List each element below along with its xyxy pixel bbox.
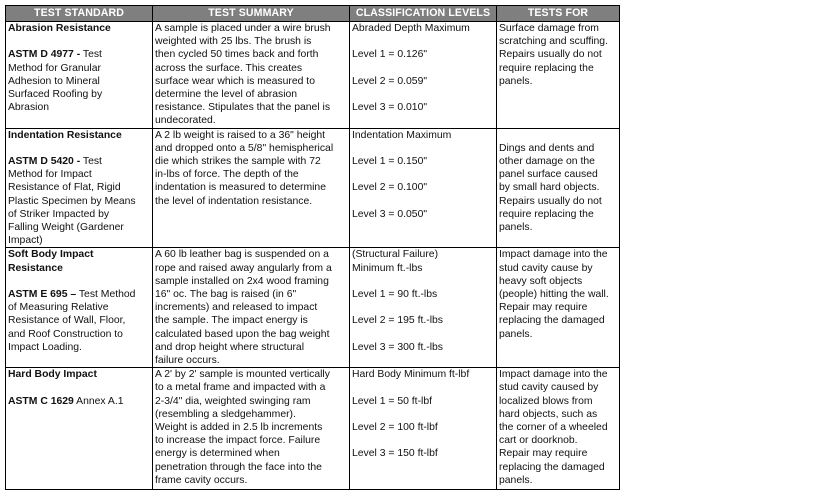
summary-line: the sample. The impact energy is bbox=[155, 315, 308, 327]
levels-heading: Hard Body Minimum ft-lbf bbox=[352, 369, 470, 381]
standard-title: Abrasion Resistance bbox=[8, 23, 111, 34]
level-value: Level 1 = 0.150" bbox=[352, 156, 428, 168]
standard-line: Impact) bbox=[8, 235, 43, 247]
levels-heading: Minimum ft.-lbs bbox=[352, 262, 423, 274]
test-standards-table bbox=[5, 5, 620, 490]
summary-line: indentation is measured to determine bbox=[155, 182, 326, 194]
tests-for-line: panels. bbox=[499, 474, 533, 486]
levels-cell bbox=[350, 248, 497, 368]
summary-line: determine the level of abrasion bbox=[155, 89, 298, 101]
level-value: Level 3 = 150 ft-lbf bbox=[352, 448, 438, 460]
summary-line: (resembling a sledgehammer). bbox=[155, 408, 296, 420]
table-row bbox=[6, 368, 620, 490]
tests-for-line: scratching and scuffing. bbox=[499, 36, 608, 48]
summary-line: sample installed on 2x4 wood framing bbox=[155, 275, 329, 287]
standard-line: of Measuring Relative bbox=[8, 302, 109, 314]
header-test-summary: TEST SUMMARY bbox=[153, 6, 350, 22]
tests-for-line: heavy soft objects bbox=[499, 275, 583, 287]
standard-line: of Striker Impacted by bbox=[8, 208, 110, 220]
summary-line: 16" oc. The bag is raised (in 6" bbox=[155, 289, 297, 301]
summary-cell bbox=[153, 128, 350, 248]
tests-for-line: stud cavity caused by bbox=[499, 382, 599, 394]
summary-line: 2-3/4" dia, weighted swinging ram bbox=[155, 395, 311, 407]
standard-cell bbox=[6, 128, 153, 248]
summary-line: then cycled 50 times back and forth bbox=[155, 49, 319, 61]
tests-for-line: require replacing the bbox=[499, 62, 594, 74]
tests-for-line: the corner of a wheeled bbox=[499, 422, 608, 434]
summary-line: across the surface. This creates bbox=[155, 62, 303, 74]
summary-line: failure occurs. bbox=[155, 355, 220, 367]
summary-line: A 60 lb leather bag is suspended on a bbox=[155, 249, 329, 261]
level-value: Level 2 = 0.059" bbox=[352, 75, 428, 87]
level-value: Level 1 = 0.126" bbox=[352, 49, 428, 61]
table-row bbox=[6, 128, 620, 248]
summary-line: energy is determined when bbox=[155, 448, 280, 460]
standard-line: Method for Impact bbox=[8, 169, 92, 181]
summary-line: rope and raised away angularly from a bbox=[155, 262, 332, 274]
summary-line: resistance. Stipulates that the panel is bbox=[155, 102, 331, 114]
tests-for-line: Repairs usually do not bbox=[499, 49, 602, 61]
standard-description: ASTM D 4977 - Test bbox=[8, 49, 102, 61]
summary-line: frame cavity occurs. bbox=[155, 474, 248, 486]
summary-line: weighted with 25 lbs. The brush is bbox=[155, 36, 312, 48]
header-classification-levels: CLASSIFICATION LEVELS bbox=[350, 6, 497, 22]
level-value: Level 1 = 90 ft.-lbs bbox=[352, 289, 438, 301]
tests-for-line: Surface damage from bbox=[499, 23, 599, 34]
level-value: Level 2 = 195 ft.-lbs bbox=[352, 315, 443, 327]
summary-line: A sample is placed under a wire brush bbox=[155, 23, 331, 34]
standard-description: ASTM C 1629 Annex A.1 bbox=[8, 395, 124, 407]
standard-title: Soft Body Impact bbox=[8, 249, 94, 261]
tests-for-cell bbox=[497, 368, 620, 490]
standard-cell bbox=[6, 248, 153, 368]
standard-title: Hard Body Impact bbox=[8, 369, 97, 381]
standard-code: ASTM D 5420 - bbox=[8, 156, 81, 168]
tests-for-line: by small hard objects. bbox=[499, 182, 600, 194]
summary-line: and dropped onto a 5/8" hemispherical bbox=[155, 142, 334, 154]
tests-for-cell bbox=[497, 128, 620, 248]
summary-line: undecorated. bbox=[155, 115, 216, 127]
summary-line: to increase the impact force. Failure bbox=[155, 435, 321, 447]
table-row bbox=[6, 248, 620, 368]
summary-line: Weight is added in 2.5 lb increments bbox=[155, 422, 323, 434]
standard-line: Method for Granular bbox=[8, 62, 101, 74]
table-row bbox=[6, 22, 620, 129]
standard-code: ASTM C 1629 bbox=[8, 395, 74, 407]
tests-for-line: (people) hitting the wall. bbox=[499, 289, 609, 301]
tests-for-line: Dings and dents and bbox=[499, 142, 595, 154]
summary-line: to a metal frame and impacted with a bbox=[155, 382, 326, 394]
levels-cell bbox=[350, 368, 497, 490]
tests-for-line: Impact damage into the bbox=[499, 369, 608, 381]
tests-for-line: Impact damage into the bbox=[499, 249, 608, 261]
summary-cell bbox=[153, 248, 350, 368]
tests-for-line: stud cavity cause by bbox=[499, 262, 593, 274]
tests-for-line: Repair may require bbox=[499, 448, 588, 460]
tests-for-line: panel surface caused bbox=[499, 169, 598, 181]
summary-line: in-lbs of force. The depth of the bbox=[155, 169, 299, 181]
standard-title: Indentation Resistance bbox=[8, 129, 122, 141]
standard-line: Impact Loading. bbox=[8, 341, 82, 353]
levels-heading: (Structural Failure) bbox=[352, 249, 439, 261]
header-row bbox=[6, 6, 620, 22]
levels-cell bbox=[350, 128, 497, 248]
levels-heading: Abraded Depth Maximum bbox=[352, 23, 470, 34]
level-value: Level 1 = 50 ft-lbf bbox=[352, 395, 432, 407]
standard-line: Resistance of Flat, Rigid bbox=[8, 182, 121, 194]
summary-line: die which strikes the sample with 72 bbox=[155, 156, 321, 168]
level-value: Level 2 = 100 ft-lbf bbox=[352, 422, 438, 434]
tests-for-line: panels. bbox=[499, 75, 533, 87]
summary-line: increments) and released to impact bbox=[155, 302, 318, 314]
header-test-standard: TEST STANDARD bbox=[6, 6, 153, 22]
tests-for-line: localized blows from bbox=[499, 395, 593, 407]
tests-for-line: panels. bbox=[499, 328, 533, 340]
summary-line: penetration through the face into the bbox=[155, 461, 322, 473]
standard-cell bbox=[6, 368, 153, 490]
standard-line: and Roof Construction to bbox=[8, 328, 123, 340]
tests-for-cell bbox=[497, 248, 620, 368]
summary-line: A 2 lb weight is raised to a 36" height bbox=[155, 129, 326, 141]
standard-code: ASTM D 4977 - bbox=[8, 49, 81, 61]
tests-for-line: panels. bbox=[499, 222, 533, 234]
standard-description: ASTM E 695 – Test Method bbox=[8, 289, 136, 301]
tests-for-line: Repair may require bbox=[499, 302, 588, 314]
standard-line: Plastic Specimen by Means bbox=[8, 195, 136, 207]
levels-cell bbox=[350, 22, 497, 129]
standard-code: ASTM E 695 – bbox=[8, 289, 77, 301]
summary-line: and drop height where structural bbox=[155, 341, 305, 353]
tests-for-line: require replacing the bbox=[499, 208, 594, 220]
standard-cell bbox=[6, 22, 153, 129]
standard-line: Falling Weight (Gardener bbox=[8, 222, 124, 234]
tests-for-line: replacing the damaged bbox=[499, 315, 605, 327]
tests-for-cell bbox=[497, 22, 620, 129]
standard-line: Resistance of Wall, Floor, bbox=[8, 315, 126, 327]
standard-line: Adhesion to Mineral bbox=[8, 75, 100, 87]
levels-heading: Indentation Maximum bbox=[352, 129, 452, 141]
tests-for-line: cart or doorknob. bbox=[499, 435, 578, 447]
standard-description: ASTM D 5420 - Test bbox=[8, 156, 102, 168]
tests-for-line: replacing the damaged bbox=[499, 461, 605, 473]
level-value: Level 3 = 0.050" bbox=[352, 208, 428, 220]
level-value: Level 3 = 0.010" bbox=[352, 102, 428, 114]
level-value: Level 3 = 300 ft.-lbs bbox=[352, 341, 443, 353]
summary-cell bbox=[153, 368, 350, 490]
tests-for-line: Repairs usually do not bbox=[499, 195, 602, 207]
summary-line: calculated based upon the bag weight bbox=[155, 328, 330, 340]
standard-line: Surfaced Roofing by bbox=[8, 89, 103, 100]
summary-cell bbox=[153, 22, 350, 129]
standard-line: Abrasion bbox=[8, 102, 50, 114]
summary-line: the level of indentation resistance. bbox=[155, 195, 313, 207]
tests-for-line: other damage on the bbox=[499, 156, 595, 168]
tests-for-line: hard objects, such as bbox=[499, 408, 598, 420]
summary-line: A 2' by 2' sample is mounted vertically bbox=[155, 369, 330, 381]
header-tests-for: TESTS FOR bbox=[497, 6, 620, 22]
level-value: Level 2 = 0.100" bbox=[352, 182, 428, 194]
standard-title-cont: Resistance bbox=[8, 262, 63, 274]
summary-line: surface wear which is measured to bbox=[155, 75, 315, 87]
